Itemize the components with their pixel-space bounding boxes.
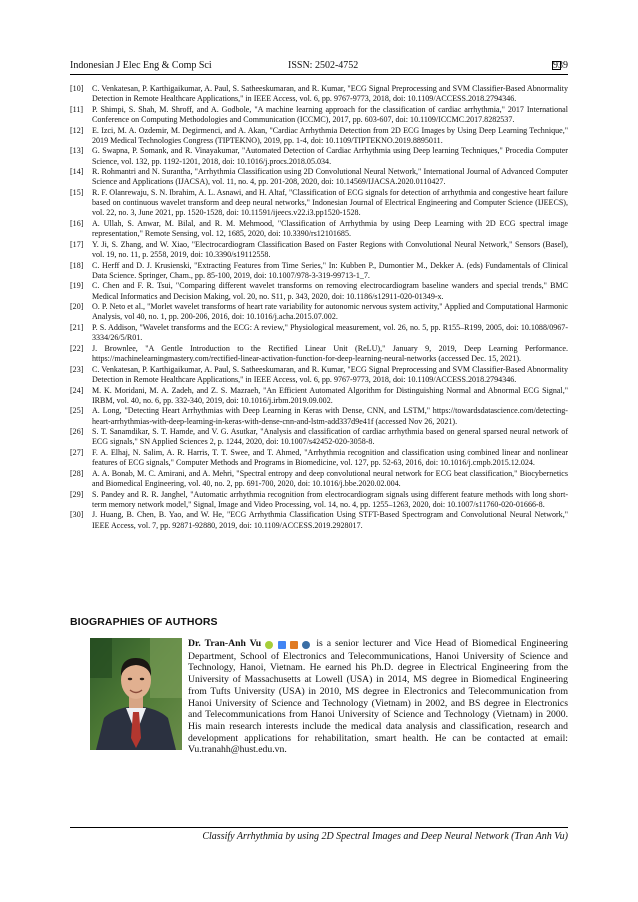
reference-item [70,84,568,104]
reference-text: P. S. Addison, "Wavelet transforms and the ECG: A review," Physiological measurement, vol. 26, no. 5, pp. R155–R199, 2005, doi: 10.1088/0967-3334/26/5/R01. [92,323,568,343]
publons-icon[interactable] [302,641,310,649]
reference-text: A. Ullah, S. Anwar, M. Bilal, and R. M. Mehmood, "Classification of Arrhythmia by using Deep Learning with 2D ECG spectral image representation," Remote Sensing, vol. 12, 1685, 2020, doi: 10.3390/rs12101685. [92,219,568,239]
reference-item [70,386,568,406]
reference-text: O. P. Neto et al., "Morlet wavelet transforms of heart rate variability for autonomic nervous system activity," Applied and Computational Harmonic Analysis, vol 40, no. 1, pp. 200-206, 2016, doi: 10.1016/j.acha.2015.07.002. [92,302,568,322]
reference-text: S. Pandey and R. R. Janghel, "Automatic arrhythmia recognition from electrocardiogram signals using different feature methods with long short-term memory network model," Signal, Image and Video Processing, vol. 14, no. 4, pp. 1255–1263, 2020, doi: 10.1007/s11760-020-01666-8. [92,489,568,509]
reference-item [70,510,568,530]
reference-text: S. T. Sanamdikar, S. T. Hamde, and V. G. Asutkar, "Analysis and classification of cardiac arrhythmia based on general sparsed neural network of ECG signals," SN Applied Sciences 2, p. 1244, 2020, doi: 10.1007/s42452-020-3058-8. [92,427,568,447]
author-biography [188,638,568,756]
journal-name: Indonesian J Elec Eng & Comp Sci [70,60,212,71]
reference-item [70,469,568,489]
reference-text: Y. Ji, S. Zhang, and W. Xiao, "Electrocardiogram Classification Based on Faster Regions with Convolutional Neural Network," Sensors (Basel), vol. 19, no. 11, p. 2558, 2019, doi: 10.3390/s19112558. [92,239,568,259]
reference-text: R. Rohmantri and N. Surantha, "Arrhythmia Classification using 2D Convolutional Neural Network," International Journal of Advanced Computer Science and Applications (IJACSA), vol. 11, no. 4, pp. 201-208, 2020, doi: 10.14569/IJACSA.2020.0110427. [92,167,568,187]
reference-number: [29] [70,489,84,499]
reference-text: E. Izci, M. A. Ozdemir, M. Degirmenci, and A. Akan, "Cardiac Arrhythmia Detection from 2D ECG Images by Using Deep Learning Technique," 2019 Medical Technologies Congress (TIPTEKNO), 2019, pp. 1-4, doi: 10.1109/TIPTEKNO.2019.8895011. [92,125,568,145]
page-number: 939 [553,60,568,71]
reference-number: [15] [70,188,84,198]
running-title: Classify Arrhythmia by using 2D Spectral Images and Deep Neural Network (Tran Anh Vu) [202,831,568,842]
reference-item [70,105,568,125]
reference-item [70,427,568,447]
reference-text: R. F. Olanrewaju, S. N. Ibrahim, A. L. Asnawi, and H. Altaf, "Classification of ECG signals for detection of arrhythmia and congestive heart failure based on continuous wavelet transform and deep neural networks," Indonesian Journal of Electrical Engineering and Computer Science (IJEECS), vol. 22, no. 3, June 2021, pp. 1520-1528, doi: 10.11591/ijeecs.v22.i3.pp1520-1528. [92,188,568,218]
reference-item [70,281,568,301]
reference-number: [30] [70,510,84,520]
reference-text: A. A. Bonab, M. C. Amirani, and A. Mehri, "Spectral entropy and deep convolutional neural network for ECG beat classification," Biocybernetics and Biomedical Engineering, vol. 40, no. 2, pp. 691-700, 2020, doi: 10.1016/j.bbe.2020.02.004. [92,468,568,488]
reference-number: [14] [70,167,84,177]
reference-text: C. Venkatesan, P. Karthigaikumar, A. Paul, S. Satheeskumaran, and R. Kumar, "ECG Signal Preprocessing and SVM Classifier-Based Abnormality Detection in Remote Healthcare Applications," in IEEE Access, vol. 6, pp. 9767-9773, 2018, doi: 10.1109/ACCESS.2018.2794346. [92,364,568,384]
reference-item [70,344,568,364]
reference-number: [13] [70,146,84,156]
biographies-heading: BIOGRAPHIES OF AUTHORS [70,616,218,628]
reference-item [70,323,568,343]
reference-item [70,406,568,426]
reference-text: G. Swapna, P. Somank, and R. Vinayakumar, "Automated Detection of Cardiac Arrhythmia using Deep learning Techniques," Procedia Computer Science, vol. 132, pp. 1192-1201, 2018, doi: 10.1016/j.procs.2018.05.034. [92,146,568,166]
reference-number: [25] [70,406,84,416]
reference-item [70,302,568,322]
reference-number: [28] [70,468,84,478]
orcid-icon[interactable] [265,641,273,649]
scopus-icon[interactable] [290,641,298,649]
reference-text: F. A. Elhaj, N. Salim, A. R. Harris, T. T. Swee, and T. Ahmed, "Arrhythmia recognition and classification using combined linear and nonlinear features of ECG signals," Computer Methods and Programs in Biomedicine, vol. 127, pp. 52-63, 2016, doi: 10.1016/j.cmpb.2015.12.024. [92,447,568,468]
reference-item [70,167,568,187]
reference-text: C. Venkatesan, P. Karthigaikumar, A. Paul, S. Satheeskumaran, and R. Kumar, "ECG Signal Preprocessing and SVM Classifier-Based Abnormality Detection in Remote Healthcare Applications," in IEEE Access, vol. 6, pp. 9767-9773, 2018, doi: 10.1109/ACCESS.2018.2794346. [92,84,568,104]
reference-number: [16] [70,219,84,229]
author-bio-text: is a senior lecturer and Vice Head of Biomedical Engineering Department, School of Electronics and Telecommunications, Hanoi University of Science and Technology, Hanoi, Vietnam. He earned his Ph.D. degree in Electrical Engineering from the University of Massachusetts at Lowell (USA) in 2014, MS degree in Biomedical Engineering from Tufts University (USA) in 2010, MS degree in Electronics and Telecommunication from Hanoi University of Science and Technology (Vietnam) in 2002, and BS degree in Electronics and Telecommunications from Hanoi University of Science and Technology (Vietnam) in 2000. His main research interests include the medical data analysis and classification, research and development applications for rehabilitation, smart health. He can be contacted at email: Vu.tranahh@hust.edu.vn. [188,638,569,756]
reference-number: [11] [70,104,84,114]
reference-text: C. Chen and F. R. Tsui, "Comparing different wavelet transforms on removing electrocardiogram baseline wanders and special trends," BMC Medical Informatics and Decision Making, vol. 20, no. S11, p. 343, 2020, doi: 10.1186/s12911-020-01349-x. [92,281,568,301]
reference-number: [17] [70,239,84,249]
reference-item [70,146,568,166]
reference-text: A. Long, "Detecting Heart Arrhythmias with Deep Learning in Keras with Dense, CNN, and LSTM," https://towardsdatascience.com/detecting-heart-arrhythmias-with-deep-learning-in-keras-with-dense-cnn-and-lstm-add337d9e41f (accessed Nov 26, 2021). [92,406,568,426]
reference-text: M. K. Moridani, M. A. Zadeh, and Z. S. Mazraeh, "An Efficient Automated Algorithm for Distinguishing Normal and Abnormal ECG Signal," IRBM, vol. 40, no. 6, pp. 332-340, 2019, doi: 10.1016/j.irbm.2019.09.002. [92,385,568,405]
reference-item [70,188,568,218]
issn: ISSN: 2502-4752 [288,60,359,71]
reference-number: [10] [70,84,84,93]
author-photo [90,638,182,750]
page-header [70,58,568,75]
reference-text: C. Herff and D. J. Krusienski, "Extracting Features from Time Series," In: Kubben P., Dumontier M., Dekker A. (eds) Fundamentals of Clinical Data Science. Springer, Cham., pp. 85-100, 2019, doi: 10.1007/978-3-319-99713-1_7. [92,260,568,280]
reference-number: [19] [70,281,84,291]
reference-item [70,261,568,281]
reference-number: [23] [70,364,84,374]
reference-item [70,219,568,239]
reference-number: [12] [70,125,84,135]
reference-number: [24] [70,385,84,395]
reference-number: [21] [70,323,84,333]
reference-item [70,365,568,385]
reference-item [70,126,568,146]
reference-number: [22] [70,343,84,353]
footer-rule [70,827,568,828]
scholar-icon[interactable] [278,641,286,649]
author-name: Dr. Tran-Anh Vu [188,638,262,649]
reference-text: P. Shimpi, S. Shah, M. Shroff, and A. Godbole, "A machine learning approach for the classification of cardiac arrhythmia," 2017 International Conference on Computing Methodologies and Communication (ICCMC), 2017, pp. 603-607, doi: 10.1109/ICCMC.2017.8282537. [92,104,568,124]
reference-number: [20] [70,302,84,312]
reference-text: J. Brownlee, "A Gentle Introduction to the Rectified Linear Unit (ReLU)," January 9, 2019, Deep Learning Performance. https://machinelearningmastery.com/rectified-linear-activation-function-for-deep-learning-neural-networks (accessed Dec. 15, 2021). [92,343,568,364]
reference-number: [26] [70,427,84,437]
reference-item [70,240,568,260]
author-profile-icons [265,639,312,651]
reference-number: [27] [70,447,84,457]
reference-number: [18] [70,260,84,270]
reference-item [70,490,568,510]
reference-text: J. Huang, B. Chen, B. Yao, and W. He, "ECG Arrhythmia Classification Using STFT-Based Spectrogram and Convolutional Neural Network," IEEE Access, vol. 7, pp. 92871-92880, 2019, doi: 10.1109/ACCESS.2019.2928017. [92,510,568,530]
reference-item [70,448,568,468]
reference-list [70,84,568,531]
